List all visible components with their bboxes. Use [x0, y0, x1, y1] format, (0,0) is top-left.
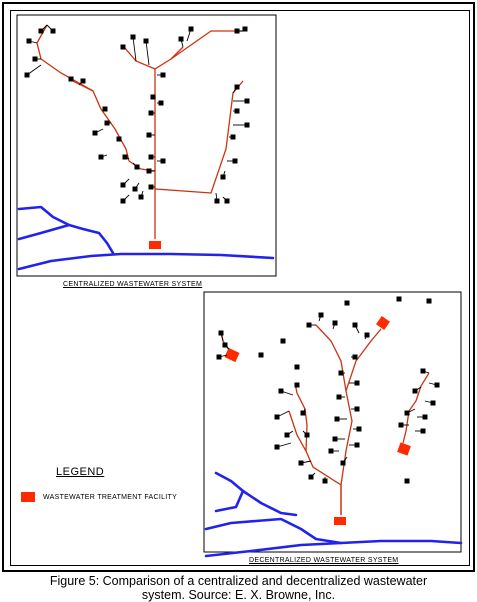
house-marker-icon [323, 479, 328, 484]
house-marker-icon [139, 195, 144, 200]
house-marker-icon [215, 199, 220, 204]
house-marker-icon [305, 433, 310, 438]
house-marker-icon [245, 99, 250, 104]
house-marker-icon [151, 95, 156, 100]
house-marker-icon [103, 107, 108, 112]
house-marker-icon [39, 29, 44, 34]
house-marker-icon [319, 313, 324, 318]
house-marker-icon [275, 445, 280, 450]
house-marker-icon [413, 389, 418, 394]
sewer-branch [171, 47, 183, 59]
legend-title: LEGEND [56, 466, 105, 478]
maps-canvas [11, 11, 469, 565]
house-marker-icon [301, 411, 306, 416]
house-marker-icon [233, 159, 238, 164]
sewer-main-west [37, 25, 155, 171]
treatment-facility-swatch-icon [21, 492, 35, 502]
house-marker-icon [219, 331, 224, 336]
house-marker-icon [147, 133, 152, 138]
house-marker-icon [335, 417, 340, 422]
house-marker-icon [223, 343, 228, 348]
treatment-facility-icon [397, 442, 411, 455]
house-marker-icon [365, 333, 370, 338]
house-marker-icon [329, 449, 334, 454]
house-marker-icon [147, 169, 152, 174]
figure-inner-frame [10, 10, 470, 566]
house-marker-icon [275, 415, 280, 420]
house-marker-icon [149, 111, 154, 116]
house-marker-icon [243, 27, 248, 32]
centralized-system-label: CENTRALIZED WASTEWATER SYSTEM [63, 281, 203, 288]
house-marker-icon [353, 355, 358, 360]
house-marker-icon [25, 73, 30, 78]
river [206, 543, 341, 556]
house-marker-icon [121, 183, 126, 188]
house-marker-icon [259, 353, 264, 358]
river [19, 254, 273, 269]
house-marker-icon [217, 355, 222, 360]
service-line [146, 41, 149, 65]
house-marker-icon [341, 461, 346, 466]
sewer-branch [346, 329, 381, 391]
figure-caption [0, 574, 477, 602]
house-marker-icon [245, 123, 250, 128]
sewer-cluster-central [289, 411, 341, 515]
house-marker-icon [161, 159, 166, 164]
house-marker-icon [121, 199, 126, 204]
legend-item-treatment-facility [21, 492, 177, 502]
house-marker-icon [427, 299, 432, 304]
house-marker-icon [131, 35, 136, 40]
house-marker-icon [357, 427, 362, 432]
house-marker-icon [123, 155, 128, 160]
house-marker-icon [431, 401, 436, 406]
house-marker-icon [105, 121, 110, 126]
house-marker-icon [144, 39, 149, 44]
house-marker-icon [421, 369, 426, 374]
house-marker-icon [353, 323, 358, 328]
house-marker-icon [307, 323, 312, 328]
house-marker-icon [33, 57, 38, 62]
caption-line-1: Figure 5: Comparison of a centralized and decentralized wastewater [49, 574, 428, 588]
house-marker-icon [405, 411, 410, 416]
house-marker-icon [225, 199, 230, 204]
house-marker-icon [179, 37, 184, 42]
decentralized-map-border [204, 292, 461, 552]
house-marker-icon [339, 371, 344, 376]
treatment-facility-icon [376, 316, 390, 330]
house-marker-icon [295, 365, 300, 370]
house-marker-icon [235, 109, 240, 114]
sewer-cluster-central-east [316, 325, 352, 515]
house-marker-icon [149, 155, 154, 160]
house-marker-icon [355, 443, 360, 448]
centralized-map-border [17, 15, 276, 276]
figure-frame [2, 2, 475, 572]
house-marker-icon [159, 101, 164, 106]
house-marker-icon [397, 297, 402, 302]
river [206, 519, 461, 543]
house-marker-icon [235, 29, 240, 34]
house-marker-icon [149, 185, 154, 190]
house-marker-icon [121, 45, 126, 50]
house-marker-icon [235, 85, 240, 90]
treatment-facility-icon [334, 517, 346, 525]
stream-branch [19, 207, 113, 253]
house-marker-icon [221, 175, 226, 180]
decentralized-system-label: DECENTRALIZED WASTEWATER SYSTEM [249, 557, 399, 564]
sewer-main-north [155, 31, 243, 189]
house-marker-icon [281, 339, 286, 344]
house-marker-icon [69, 77, 74, 82]
house-marker-icon [345, 301, 350, 306]
house-marker-icon [355, 407, 360, 412]
house-marker-icon [423, 415, 428, 420]
house-marker-icon [99, 155, 104, 160]
house-marker-icon [399, 423, 404, 428]
house-marker-icon [405, 479, 410, 484]
caption-line-2: system. Source: E. X. Browne, Inc. [141, 588, 336, 602]
house-marker-icon [279, 389, 284, 394]
sewer-main-east [155, 81, 243, 239]
house-marker-icon [355, 381, 360, 386]
house-marker-icon [333, 437, 338, 442]
house-marker-icon [161, 73, 166, 78]
house-marker-icon [51, 29, 56, 34]
house-marker-icon [333, 321, 338, 326]
legend-item-label: WASTEWATER TREATMENT FACILITY [43, 493, 178, 501]
house-marker-icon [421, 429, 426, 434]
house-marker-icon [435, 383, 440, 388]
house-marker-icon [27, 39, 32, 44]
sewer-branch [124, 47, 155, 69]
stream-branch [216, 491, 243, 511]
treatment-facility-icon [149, 241, 161, 249]
house-marker-icon [81, 79, 86, 84]
house-marker-icon [231, 135, 236, 140]
stream-branch [19, 225, 69, 239]
house-marker-icon [309, 475, 314, 480]
house-marker-icon [133, 187, 138, 192]
house-marker-icon [285, 433, 290, 438]
house-marker-icon [299, 461, 304, 466]
house-marker-icon [93, 131, 98, 136]
house-marker-icon [117, 137, 122, 142]
house-marker-icon [295, 383, 300, 388]
house-marker-icon [337, 395, 342, 400]
house-marker-icon [135, 165, 140, 170]
house-marker-icon [189, 27, 194, 32]
